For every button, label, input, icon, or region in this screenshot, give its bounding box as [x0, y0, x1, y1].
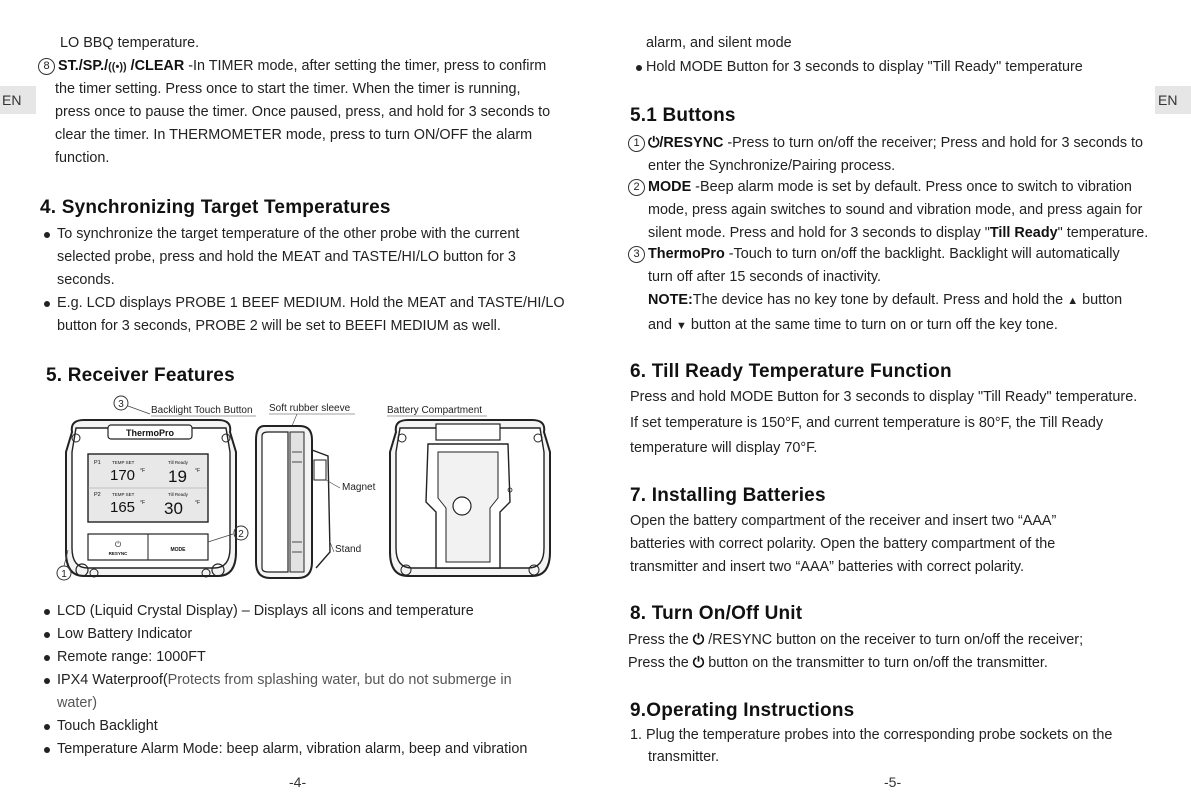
item-8-label-clear: /CLEAR: [126, 58, 185, 74]
label-battery-compartment: Battery Compartment: [387, 405, 483, 416]
right-page: [596, 0, 1191, 811]
power-icon: ⏻: [692, 655, 705, 671]
label-soft-rubber: Soft rubber sleeve: [269, 403, 351, 414]
sec8-line-1: Press the ⏻ /RESYNC button on the receiver to turn on/off the receiver;: [628, 632, 1084, 648]
feature-touch-backlight: Touch Backlight: [57, 718, 158, 734]
sec4-b1-line-1: To synchronize the target temperature of the other probe with the current: [57, 226, 520, 242]
button-1-line-2: enter the Synchronize/Pairing process.: [648, 158, 896, 174]
label-magnet: Magnet: [342, 482, 376, 493]
section-4-title: 4. Synchronizing Target Temperatures: [40, 197, 391, 218]
button-3-line-1: 3 ThermoPro -Touch to turn on/off the backlight. Backlight will automatically: [628, 243, 1120, 266]
item-8-line-3: press once to pause the timer. Once paused, press, and hold for 3 seconds to: [55, 104, 551, 120]
lcd-p2-ready-value: 30: [164, 499, 183, 518]
callout-1-number: 1: [61, 569, 67, 580]
sec4-b1-line-2: selected probe, press and hold the MEAT and TASTE/HI/LO button for 3: [57, 249, 516, 265]
sec7-line-2: batteries with correct polarity. Open the battery compartment of the: [630, 536, 1056, 552]
lcd-unit: °F: [140, 500, 146, 506]
mode-label: MODE: [648, 179, 692, 195]
note-line-2: and ▼ button at the same time to turn on or turn off the key tone.: [648, 317, 1058, 333]
item-8-label: ST./SP./: [58, 58, 109, 74]
bullet: [44, 747, 50, 753]
item-8-line-5: function.: [55, 150, 110, 166]
item-8-line-2: the timer setting. Press once to start the timer. When the timer is running,: [55, 81, 521, 97]
bullet: [44, 232, 50, 238]
lcd-till-ready-2: Till Ready: [168, 492, 188, 497]
lcd-p1: P1: [94, 460, 101, 466]
power-icon: ⏻: [648, 135, 660, 151]
lcd-unit: °F: [140, 468, 146, 474]
resync-label: /RESYNC: [659, 135, 724, 151]
section-5-title: 5. Receiver Features: [46, 365, 235, 386]
lcd-p1-ready-value: 19: [168, 467, 187, 486]
left-page: [0, 0, 595, 811]
circle-number-2: 2: [628, 179, 645, 196]
down-arrow-icon: ▼: [676, 320, 687, 332]
thermopro-label: ThermoPro: [648, 246, 725, 262]
section-5-1-title: 5.1 Buttons: [630, 105, 736, 126]
page-number-right: -5-: [884, 774, 902, 790]
lo-bbq-line: LO BBQ temperature.: [60, 35, 200, 51]
sec6-line-2: If set temperature is 150°F, and current temperature is 80°F, the Till Ready: [630, 415, 1104, 431]
button-2-line-3: silent mode. Press and hold for 3 seconds to display "Till Ready" temperature.: [648, 225, 1149, 241]
circle-number-8: 8: [38, 58, 55, 75]
feature-remote-range: Remote range: 1000FT: [57, 649, 206, 665]
circle-number-1: 1: [628, 135, 645, 152]
receiver-side-view: [256, 426, 330, 578]
label-stand: Stand: [335, 544, 362, 555]
bullet: [44, 632, 50, 638]
sec8-line-2: Press the ⏻ button on the transmitter to turn on/off the transmitter.: [628, 655, 1048, 671]
brand-logo: ThermoPro: [125, 428, 175, 438]
sec4-b2-line-1: E.g. LCD displays PROBE 1 BEEF MEDIUM. Hold the MEAT and TASTE/HI/LO: [57, 295, 565, 311]
sec9-line-1: 1. Plug the temperature probes into the corresponding probe sockets on the: [630, 727, 1113, 743]
button-3-line-2: turn off after 15 seconds of inactivity.: [648, 269, 882, 285]
power-icon: ⏻: [692, 632, 705, 648]
section-9-title: 9.Operating Instructions: [630, 700, 855, 721]
feature-lcd: LCD (Liquid Crystal Display) – Displays all icons and temperature: [57, 603, 474, 619]
item-8-line-1: [38, 55, 546, 79]
sec7-line-3: transmitter and insert two “AAA” batteries with correct polarity.: [630, 559, 1025, 575]
bullet: [44, 609, 50, 615]
receiver-back-view: [390, 420, 550, 576]
sec4-b2-line-2: button for 3 seconds, PROBE 2 will be set to BEEFI MEDIUM as well.: [57, 318, 501, 334]
lcd-unit: °F: [195, 500, 201, 506]
lcd-p1-set-value: 170: [110, 467, 136, 484]
receiver-front-view: [66, 420, 236, 577]
callout-3-number: 3: [118, 399, 124, 410]
item-8-line-4: clear the timer. In THERMOMETER mode, press to turn ON/OFF the alarm: [55, 127, 533, 143]
sec6-line-3: temperature will display 70°F.: [630, 440, 818, 456]
lcd-temp-set-2: TEMP SET: [112, 492, 135, 497]
bullet: [636, 65, 642, 71]
language-tab-left: EN: [0, 86, 36, 114]
section-6-title: 6. Till Ready Temperature Function: [630, 361, 952, 382]
section-7-title: 7. Installing Batteries: [630, 485, 826, 506]
btn-mode-label: MODE: [170, 547, 186, 553]
lcd-unit: °F: [195, 468, 201, 474]
receiver-diagram: [50, 392, 560, 590]
feature-ipx4: IPX4 Waterproof(Protects from splashing water, but do not submerge in: [57, 672, 512, 688]
bullet: [44, 301, 50, 307]
bullet: [44, 655, 50, 661]
label-backlight-touch: Backlight Touch Button: [151, 405, 253, 416]
hold-mode-line: Hold MODE Button for 3 seconds to display "Till Ready" temperature: [646, 59, 1083, 75]
button-2-line-2: mode, press again switches to sound and vibration mode, and press again for: [648, 202, 1143, 218]
alarm-silent-line: alarm, and silent mode: [646, 35, 792, 51]
section-8-title: 8. Turn On/Off Unit: [630, 603, 803, 624]
lcd-temp-set-1: TEMP SET: [112, 460, 135, 465]
sec4-b1-line-3: seconds.: [57, 272, 115, 288]
note-line-1: NOTE:The device has no key tone by default. Press and hold the ▲ button: [648, 292, 1123, 308]
sec9-line-2: transmitter.: [648, 749, 720, 765]
page-number-left: -4-: [289, 774, 307, 790]
lcd-p2-set-value: 165: [110, 499, 136, 516]
feature-low-battery: Low Battery Indicator: [57, 626, 193, 642]
lcd-till-ready-1: Till Ready: [168, 460, 188, 465]
item-8-text-1: -In TIMER mode, after setting the timer, press to confirm: [184, 58, 547, 74]
bullet: [44, 678, 50, 684]
btn-resync-label: RESYNC: [108, 551, 128, 556]
language-tab-right: EN: [1155, 86, 1191, 114]
sec7-line-1: Open the battery compartment of the receiver and insert two “AAA”: [630, 513, 1057, 529]
sec6-line-1: Press and hold MODE Button for 3 seconds to display "Till Ready" temperature.: [630, 389, 1138, 405]
feature-ipx4-cont: water): [57, 695, 97, 711]
lcd-p2: P2: [94, 492, 101, 498]
button-1-line-1: 1 ⏻/RESYNC -Press to turn on/off the receiver; Press and hold for 3 seconds to: [628, 132, 1143, 155]
callout-2-number: 2: [238, 529, 244, 540]
wifi-signal-icon: ((•)): [108, 61, 127, 73]
feature-alarm-mode: Temperature Alarm Mode: beep alarm, vibration alarm, beep and vibration: [57, 741, 528, 757]
power-icon: ⏻: [114, 540, 122, 549]
circle-number-3: 3: [628, 246, 645, 263]
up-arrow-icon: ▲: [1067, 295, 1079, 307]
bullet: [44, 724, 50, 730]
button-2-line-1: 2 MODE -Beep alarm mode is set by default. Press once to switch to vibration: [628, 176, 1132, 199]
